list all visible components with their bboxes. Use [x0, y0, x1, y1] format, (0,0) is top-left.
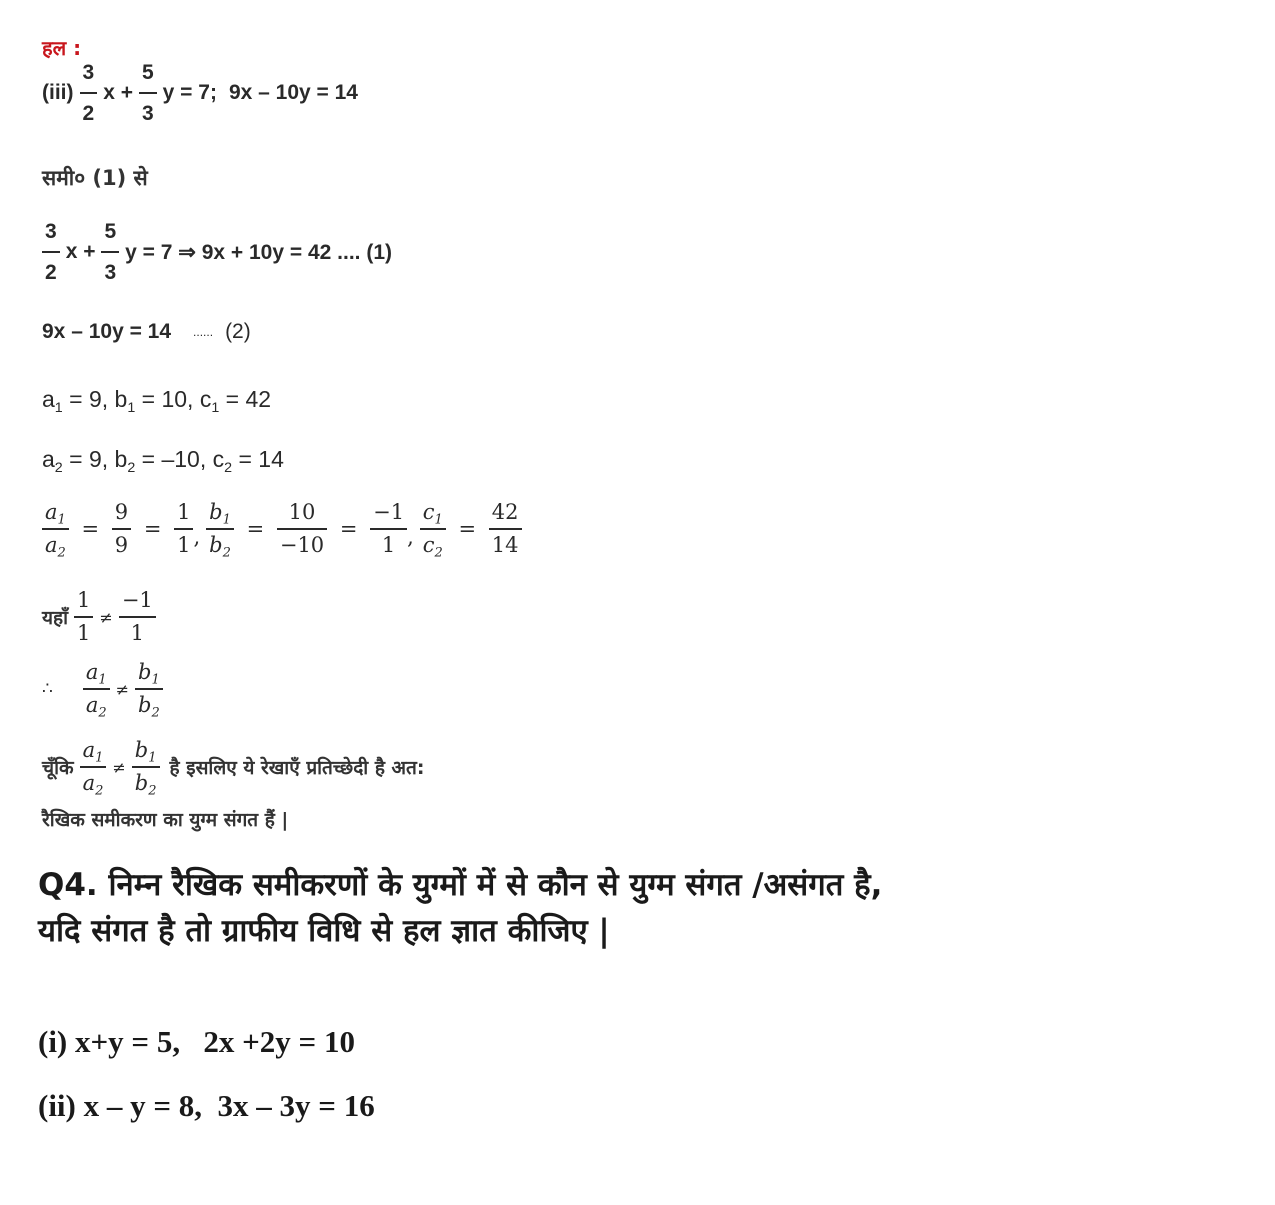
- fraction-5-3: [139, 62, 157, 124]
- fraction-a1-a2: [42, 500, 69, 561]
- coef-c1: $c_1$: [199, 386, 220, 416]
- not-equal-sign: ≠: [115, 679, 130, 699]
- fraction-numerator: 5: [104, 220, 117, 243]
- item-i-equation-2: 2x +2y = 10: [203, 1024, 355, 1059]
- ratios-line: $\frac{a_1}{a_2}$ = $\frac{9}{9}$ = $\frac{1}{1}$ , $\frac{b_1}{b_2}$ = $\frac{10}{-10}$ = $\frac{-1}{1}$ , $\frac{c_1}{c_2}$ = $\frac{42}{14}$: [42, 502, 528, 556]
- fraction-1-1: [74, 590, 93, 644]
- fraction-denominator: 2: [45, 261, 57, 284]
- fraction-denominator: 3: [104, 261, 117, 284]
- from-equation-1-text: समी० (1) से: [42, 166, 148, 190]
- fraction-bar: [135, 688, 163, 690]
- coef-c1-value: = 42: [225, 386, 272, 412]
- coef-b1-value: = 10,: [141, 386, 194, 412]
- fraction-c1-c2: [420, 500, 446, 561]
- fraction-numerator: −1: [373, 500, 405, 524]
- fraction-numerator: $a_1$: [82, 738, 104, 766]
- fraction-numerator: $a_1$: [85, 660, 107, 688]
- fraction-numerator: 1: [77, 588, 91, 612]
- fraction-b1-b2: [132, 738, 160, 799]
- x-plus-term: x +: [65, 240, 96, 263]
- here-label: यहाँ: [42, 607, 69, 629]
- fraction-bar: [119, 616, 156, 618]
- fraction-denominator: $a_2$: [85, 693, 107, 721]
- y-equals-term: y = 7;: [162, 81, 217, 104]
- coef-b1: $b_1$: [114, 386, 136, 416]
- fraction-bar: [420, 528, 446, 530]
- question-4: [38, 862, 898, 954]
- therefore-line: [42, 660, 169, 721]
- fraction-b1-b2: [206, 500, 234, 561]
- coef-a2: $a_2$: [42, 446, 63, 476]
- fraction-bar: [83, 688, 110, 690]
- fraction-bar: [42, 528, 69, 530]
- fraction-5-3: [101, 221, 119, 283]
- step-2-main: 9x – 10y = 14: [42, 320, 172, 343]
- fraction-bar: [101, 251, 119, 253]
- coef-a1: $a_1$: [42, 386, 63, 416]
- fraction-numerator: $b_1$: [138, 660, 160, 688]
- fraction-bar: [80, 766, 107, 768]
- fraction-9-9: [112, 502, 131, 556]
- fraction-bar: [112, 528, 131, 530]
- here-line: [42, 590, 162, 644]
- item-ii-equation-1: x – y = 8,: [83, 1088, 203, 1123]
- coefficients-line-2: [42, 446, 284, 476]
- fraction-numerator: 10: [288, 500, 316, 524]
- item-ii: [38, 1088, 375, 1124]
- fraction-numerator: 3: [82, 61, 95, 84]
- fraction-bar: [277, 528, 327, 530]
- x-plus-term: x +: [103, 81, 133, 104]
- item-ii-label: (ii): [38, 1088, 76, 1123]
- fraction-42-14: [489, 502, 522, 556]
- fraction-numerator: 9: [114, 500, 129, 524]
- from-equation-1: [42, 164, 148, 192]
- fraction-numerator: $b_1$: [209, 500, 231, 528]
- question-label: Q4.: [38, 867, 98, 903]
- part-iii-label: (iii): [42, 81, 74, 104]
- fraction-denominator: −10: [279, 533, 325, 557]
- fraction-bar: [489, 528, 522, 530]
- fraction-denominator: $b_2$: [209, 533, 231, 561]
- fraction-denominator: $a_2$: [45, 533, 66, 561]
- fraction-denominator: 1: [77, 621, 91, 645]
- fraction-denominator: 1: [130, 621, 144, 645]
- coef-c2: $c_2$: [212, 446, 233, 476]
- fraction-denominator: 2: [82, 102, 95, 125]
- coefficients-line-1: [42, 386, 272, 416]
- coef-b2: $b_2$: [114, 446, 136, 476]
- fraction-bar: [370, 528, 407, 530]
- fraction-numerator: 5: [141, 61, 154, 84]
- not-equal-sign: ≠: [99, 607, 113, 627]
- fraction-numerator: −1: [121, 588, 153, 612]
- fraction-denominator: 1: [177, 533, 191, 557]
- fraction-1-1: [174, 502, 193, 556]
- fraction-numerator: 1: [177, 500, 191, 524]
- fraction-a1-a2: [83, 660, 110, 721]
- coef-a2-value: = 9,: [69, 446, 109, 472]
- fraction-bar: [132, 766, 160, 768]
- step-1-equation: [42, 221, 392, 283]
- conclusion-text: रैखिक समीकरण का युग्म संगत हैं |: [42, 809, 289, 831]
- item-i: [38, 1024, 355, 1060]
- second-equation: 9x – 10y = 14: [228, 81, 358, 104]
- fraction-denominator: $c_2$: [422, 533, 443, 561]
- part-iii-statement: [42, 62, 358, 124]
- fraction-bar: [74, 616, 93, 618]
- fraction-denominator: 1: [381, 533, 396, 557]
- since-text: है इसलिए ये रेखाएँ प्रतिच्छेदी है अत:: [169, 757, 425, 779]
- step-1-rest: y = 7 ⇒ 9x + 10y = 42 .... (1): [125, 240, 393, 264]
- since-label: चूँकि: [42, 757, 74, 779]
- conclusion-line: [42, 806, 288, 832]
- step-2-tag: (2): [225, 320, 251, 343]
- item-i-label: (i): [38, 1024, 68, 1059]
- since-line: [42, 738, 425, 799]
- fraction-a1-a2: [80, 738, 107, 799]
- fraction-10-minus10: [277, 502, 327, 556]
- fraction-denominator: $b_2$: [134, 771, 157, 799]
- fraction-numerator: $c_1$: [422, 500, 443, 528]
- fraction-denominator: 3: [141, 102, 154, 125]
- therefore-symbol: ∴: [42, 679, 53, 699]
- not-equal-sign: ≠: [112, 757, 126, 777]
- fraction-minus1-1: [119, 590, 156, 644]
- fraction-bar: [174, 528, 193, 530]
- fraction-denominator: $a_2$: [82, 771, 104, 799]
- fraction-denominator: $b_2$: [138, 693, 160, 721]
- coef-b2-value: = –10,: [141, 446, 207, 472]
- fraction-bar: [42, 251, 60, 253]
- solution-label: हल :: [42, 36, 82, 60]
- coef-c2-value: = 14: [238, 446, 284, 472]
- fraction-bar: [80, 92, 98, 94]
- coef-a1-value: = 9,: [69, 386, 109, 412]
- question-text: निम्न रैखिक समीकरणों के युग्मों में से कौन से युग्म संगत /असंगत है, यदि संगत है तो ग्राफीय विधि से हल ज्ञात कीजिए |: [38, 867, 883, 949]
- fraction-3-2: [42, 221, 60, 283]
- fraction-bar: [206, 528, 234, 530]
- fraction-minus1-1: [370, 502, 407, 556]
- item-ii-equation-2: 3x – 3y = 16: [217, 1088, 375, 1123]
- step-2-equation: [42, 320, 251, 344]
- fraction-denominator: 9: [114, 533, 129, 557]
- item-i-equation-1: x+y = 5,: [75, 1024, 181, 1059]
- fraction-numerator: 42: [491, 500, 519, 524]
- fraction-denominator: 14: [491, 533, 519, 557]
- fraction-numerator: $b_1$: [134, 738, 157, 766]
- fraction-b1-b2: [135, 660, 163, 721]
- solution-heading: [42, 34, 81, 61]
- fraction-bar: [139, 92, 157, 94]
- fraction-numerator: $a_1$: [45, 500, 66, 528]
- fraction-3-2: [80, 62, 98, 124]
- step-2-dots: ......: [193, 325, 214, 339]
- fraction-numerator: 3: [45, 220, 57, 243]
